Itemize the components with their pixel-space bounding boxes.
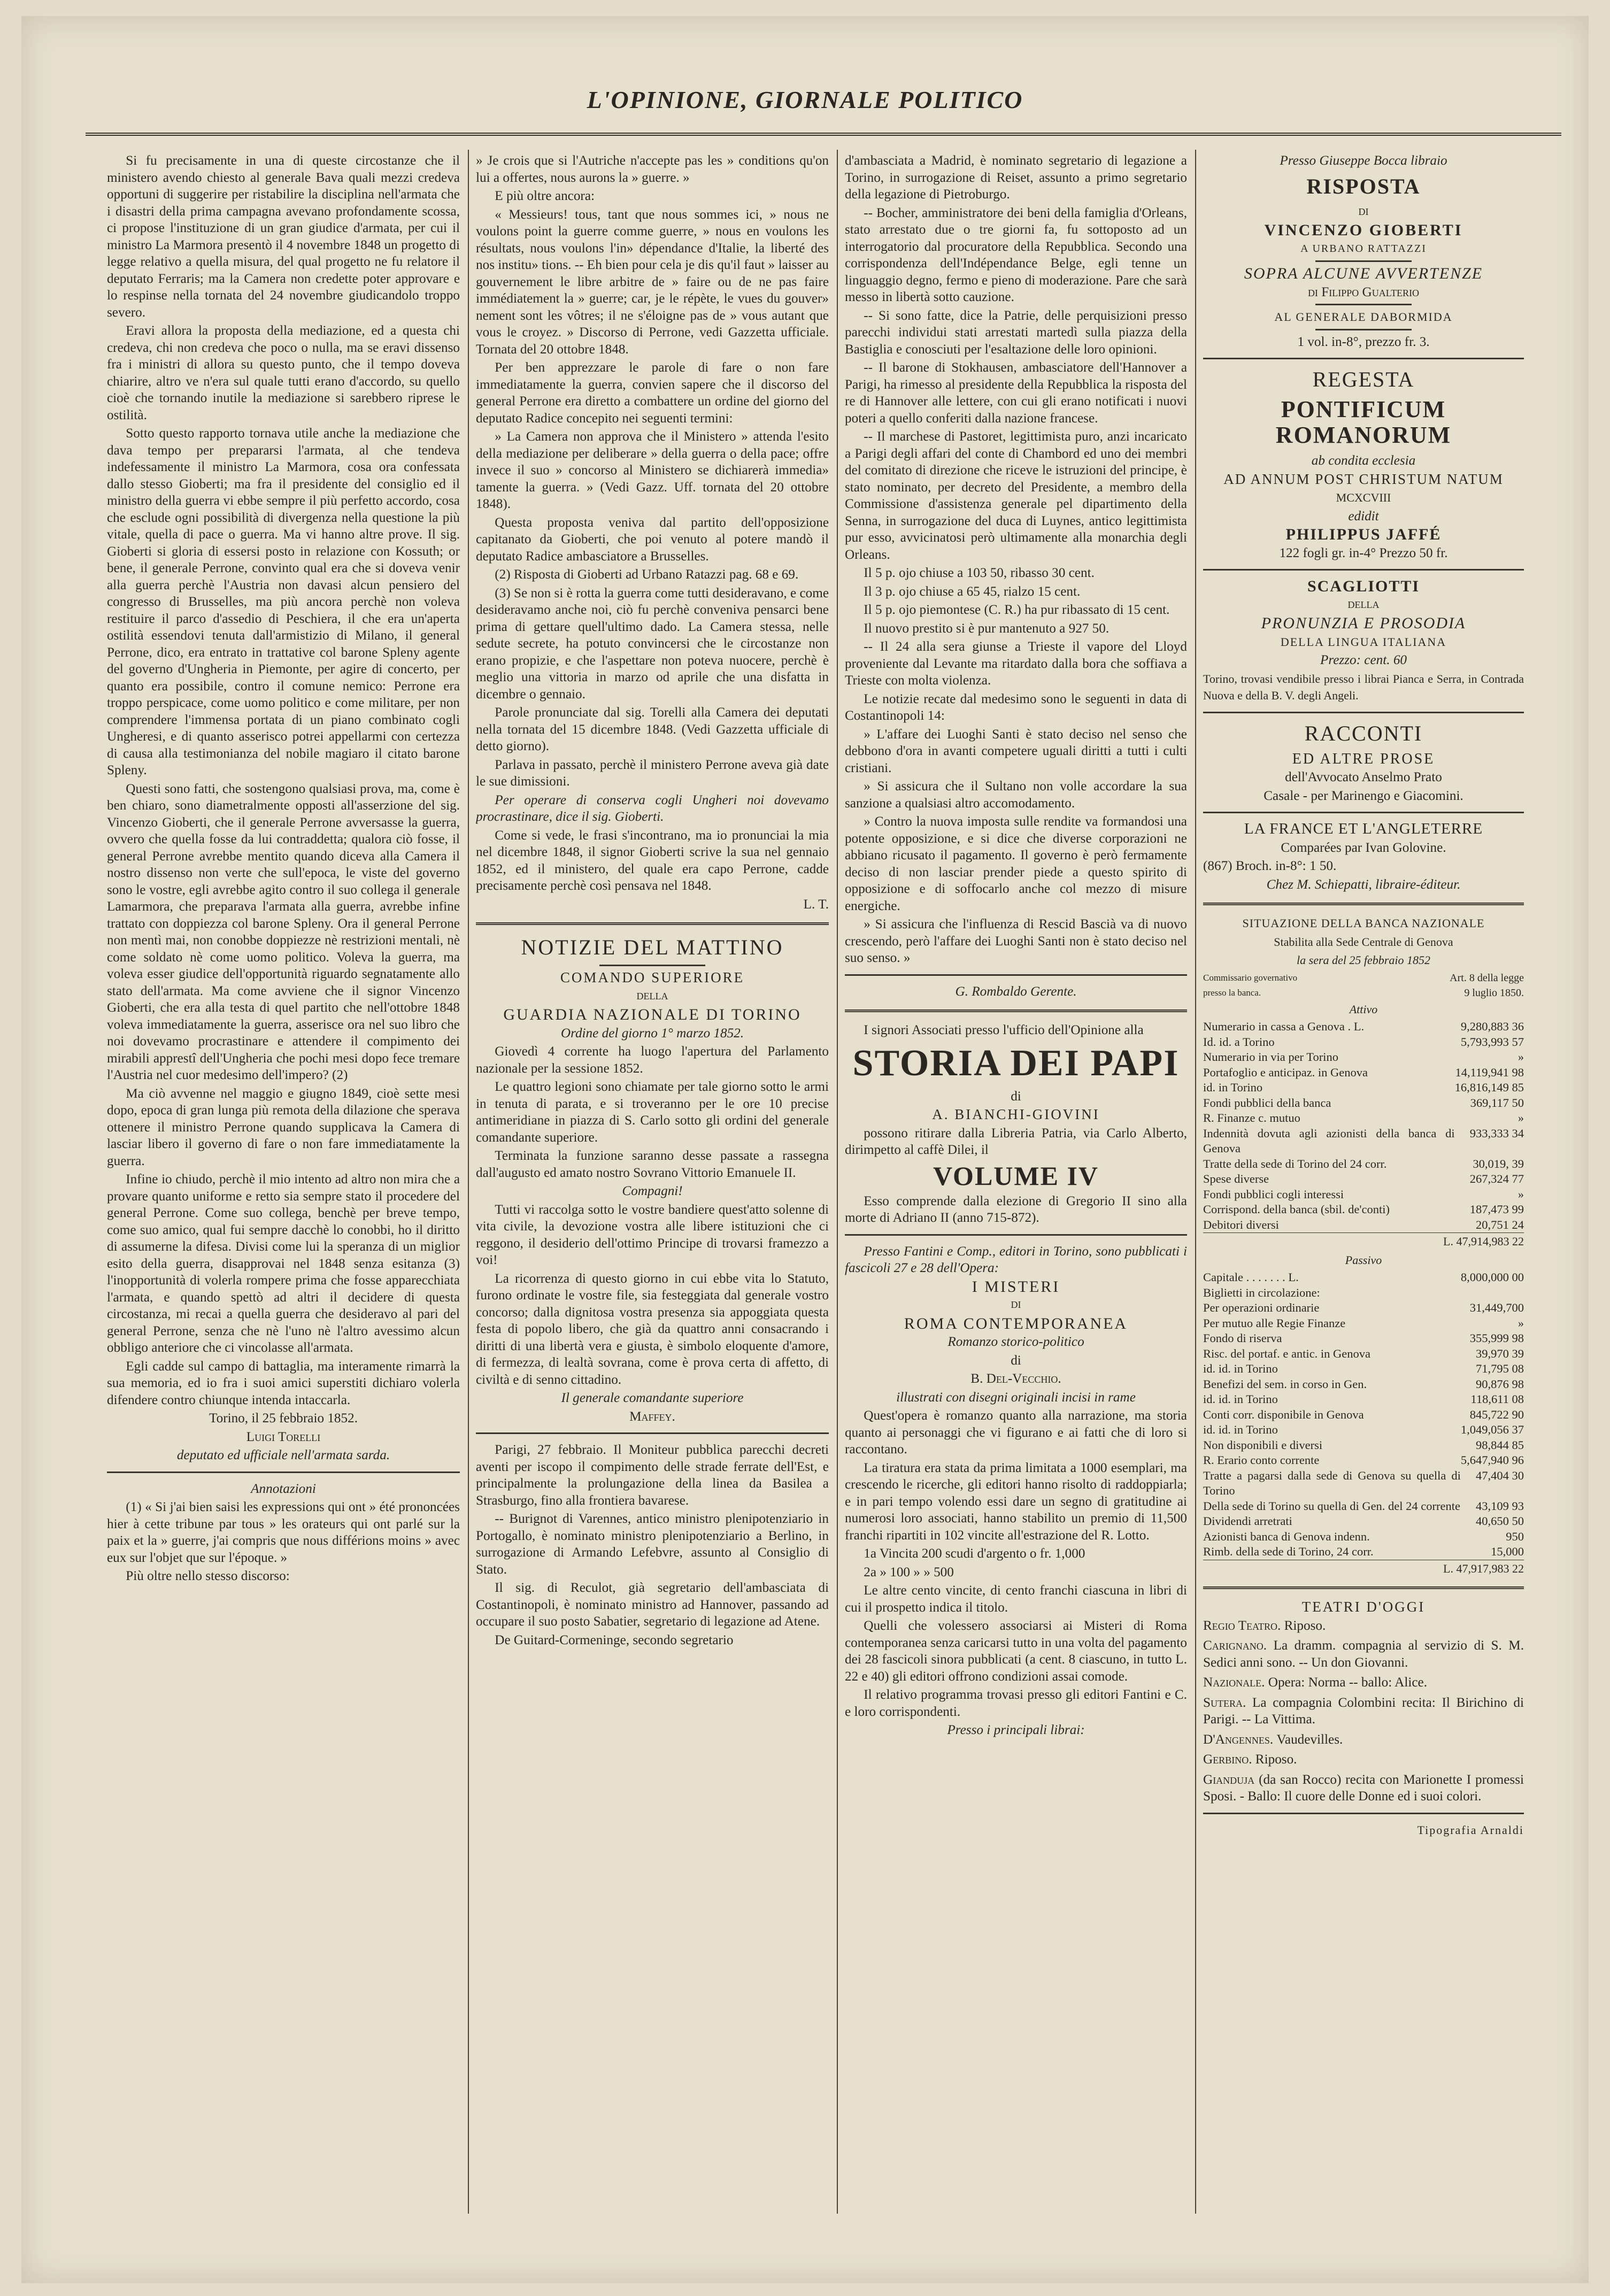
bank-row (1203, 1331, 1524, 1346)
bank-row-value: 16,816,149 85 (1454, 1081, 1524, 1094)
ad-text: Presso i principali librai: (947, 1723, 1085, 1737)
ad-title: SOPRA ALCUNE AVVERTENZE (1244, 265, 1483, 282)
bank-row-label: Numerario in via per Torino (1203, 1050, 1338, 1064)
paragraph: Come si vede, le frasi s'incontrano, ma io pronunciai la mia nel dicembre 1848, il signor Gioberti scrive la sua nel gennaio 1852, ed il ministero, del quale era capo Perrone, cadde precisamente perchè così pensava nel 1848. (476, 828, 829, 893)
divider (845, 1234, 1187, 1236)
ad-text: dell'Avvocato Anselmo Prato (1285, 770, 1442, 784)
bank-row-label: Indennità dovuta agli azionisti della banca di Genova (1203, 1126, 1455, 1155)
ad-volume: VOLUME IV (933, 1160, 1099, 1191)
bank-row (1203, 1019, 1524, 1035)
signature: Maffey. (629, 1409, 675, 1424)
bank-row-value: 9,280,883 36 (1460, 1020, 1524, 1033)
paragraph: Per operare di conserva cogli Ungheri noi dovevamo procrastinare, dice il sig. Gioberti. (476, 792, 829, 824)
ad-title: PONTIFICUM ROMANORUM (1275, 396, 1452, 448)
divider (599, 965, 705, 966)
paragraph: E più oltre ancora: (495, 189, 595, 203)
theatre-text: (da san Rocco) recita con Marionette I promessi Sposi. - Ballo: Il cuore delle Donne ed i suoi colori. (1203, 1772, 1524, 1804)
paragraph: De Guitard-Cormeninge, secondo segretario (495, 1632, 734, 1647)
heading: GUARDIA NAZIONALE DI TORINO (503, 1006, 802, 1023)
bank-row-value: 14,119,941 98 (1455, 1065, 1524, 1079)
ad-text: Prezzo: cent. 60 (1320, 653, 1407, 667)
ad-title: ROMA CONTEMPORANEA (904, 1314, 1128, 1332)
paragraph: La ricorrenza di questo giorno in cui ebbe vita lo Statuto, furono ordinate le vostre file, sia festeggiata dal generale vostro concorso; dalla dignitosa vostra presenza sia appoggiata questa festa di popolo libero, che già da quattro anni consacrando i diritti di una libertà vera e giusta, è simbolo eloquente d'amore, di fermezza, di lealtà sovrana, come è prova certa di affetto, di civiltà e di senno cittadino. (476, 1271, 829, 1387)
bank-row-value: 71,795 08 (1476, 1362, 1524, 1375)
bank-row-value: 5,647,940 96 (1460, 1453, 1524, 1467)
bank-section: Passivo (1345, 1253, 1382, 1267)
divider (1315, 304, 1412, 305)
bank-row-label: Portafoglio e anticipaz. in Genova (1203, 1065, 1368, 1079)
ad-text: Quelli che volessero associarsi ai Misteri di Roma contemporanea senza caricarsi tutto in una volta del pagamento dei 28 fascicoli sinora pubblicati (a cent. 8 ciascuno, in tutto L. 22 e 40) gli editori offrono condizioni assai comode. (845, 1619, 1187, 1684)
bank-row (1203, 1544, 1524, 1560)
ad-author: A. BIANCHI-GIOVINI (932, 1106, 1100, 1122)
signature: Luigi Torelli (246, 1429, 321, 1444)
bank-row (1203, 1080, 1524, 1096)
bank-row-label: R. Erario conto corrente (1203, 1453, 1320, 1467)
bank-row-value: 90,876 98 (1476, 1377, 1524, 1391)
paragraph: -- Il 24 alla sera giunse a Trieste il vapore del Lloyd proveniente dal Levante ma ritardato dalla bora che soffiava a Trieste con molta violenza. (845, 640, 1187, 688)
column-divider (1195, 150, 1196, 2214)
bank-row-value: 30,019, 39 (1473, 1157, 1524, 1170)
ad-text: MCXCVIII (1336, 491, 1391, 504)
bank-row (1203, 1270, 1524, 1285)
bank-row (1203, 1529, 1524, 1545)
bank-row (1203, 1285, 1524, 1301)
column-divider (837, 150, 838, 2214)
ad-text: Presso Giuseppe Bocca libraio (1280, 153, 1447, 168)
bank-row (1203, 1111, 1524, 1126)
paragraph: » Contro la nuova imposta sulle rendite va formandosi una potente opposizione, e si dice che diverse corporazioni ne abbiano ricusato il pagamento. Il governo è però fermamente deciso di non lasciar prender piede a questo spirito di opposizione e di soffocarlo anche col mezzo di misure energiche. (845, 814, 1187, 913)
theatre-text: Riposo. (1284, 1618, 1326, 1633)
bank-row-value: 267,324 77 (1469, 1172, 1524, 1185)
ad-title: PRONUNZIA E PROSODIA (1261, 614, 1466, 632)
theatre-entry (1203, 1617, 1524, 1635)
footnote: (1) « Si j'ai bien saisi les expressions qui ont » été prononcées hier à cette tribune par tous » les orateurs qui ont parlé sur la paix et la » guerre, j'ai compris que nous différions moins » avec eux sur l'objet que sur l'époque. » (107, 1500, 460, 1565)
bank-row-value: 950 (1506, 1529, 1524, 1543)
bank-row (1203, 1300, 1524, 1316)
bank-row-label: Id. id. a Torino (1203, 1035, 1275, 1049)
paragraph: » Si assicura che il Sultano non volle accordare la sua sanzione a qualsiasi altro accomodamento. (845, 779, 1187, 811)
paragraph: Questa proposta veniva dal partito dell'opposizione capitanato da Gioberti, che poi venuto al potere mandò il deputato Radice ambasciatore a Brusselles. (476, 515, 829, 564)
bank-row-value: 1,049,056 37 (1460, 1423, 1524, 1436)
paragraph: -- Il marchese di Pastoret, legittimista puro, anzi incaricato a Parigi degli affari del conte di Chambord ed uno dei membri del comitato di direzione che riceve le istruzioni del principe, è stato nominato, per decreto del Presidente, a membro della Commissione d'assistenza generale pel dipartimento della Senna, in surrogazione del duca di Luynes, antico legittimista pur esso, avvicinatosi però ultimamente alla monarchia degli Orleans. (845, 429, 1187, 562)
bank-row-label: Non disponibili e diversi (1203, 1438, 1323, 1452)
bank-row-label: id. id. in Torino (1203, 1362, 1278, 1375)
ad-text: A URBANO RATTAZZI (1300, 242, 1427, 255)
divider (476, 922, 829, 925)
bank-row (1203, 1438, 1524, 1453)
bank-row-label: Tratte a pagarsi dalla sede di Genova su quella di Torino (1203, 1468, 1461, 1497)
paragraph: » La Camera non approva che il Ministero » attenda l'esito della mediazione per deliberare » della guerra o della pace; offre invece il suo » concorso al Ministero se dichiarerà immedia» tamente la guerra. » (Vedi Gazz. Uff. tornata del 20 ottobre 1848). (476, 429, 829, 511)
theatre-text: La compagnia Colombini recita: Il Birichino di Parigi. -- La Vittima. (1203, 1695, 1524, 1727)
paragraph: Per ben apprezzare le parole di fare o non fare immediatamente la guerra, convien sapere che il discorso del general Perrone era diretto a combattere un ordine del giorno del deputato Radice concepito nei seguenti termini: (476, 360, 829, 426)
masthead-rule (86, 133, 1561, 136)
bank-row-label: id. id. in Torino (1203, 1423, 1278, 1436)
ad-text: Romanzo storico-politico (947, 1335, 1084, 1349)
divider (1203, 1586, 1524, 1589)
bank-row-value: 43,109 93 (1476, 1499, 1524, 1513)
bank-title: SITUAZIONE DELLA BANCA NAZIONALE (1242, 916, 1485, 930)
paragraph: Parlava in passato, perchè il ministero Perrone aveva già date le sue dimissioni. (476, 757, 829, 789)
theatre-name: Regio Teatro. (1203, 1618, 1284, 1633)
bank-row-value: 118,611 08 (1470, 1392, 1524, 1406)
bank-row (1203, 1065, 1524, 1081)
ad-text: Esso comprende dalla elezione di Gregorio II sino alla morte di Adriano II (anno 715-872). (845, 1193, 1187, 1225)
ad-text: Chez M. Schiepatti, libraire-éditeur. (1266, 877, 1461, 892)
ad-text: 1 vol. in-8°, prezzo fr. 3. (1297, 334, 1430, 349)
paragraph: Giovedì 4 corrente ha luogo l'apertura del Parlamento nazionale per la sessione 1852. (476, 1044, 829, 1076)
divider (1315, 329, 1412, 330)
gerente: G. Rombaldo Gerente. (955, 984, 1077, 999)
masthead: L'OPINIONE, GIORNALE POLITICO (587, 86, 1023, 113)
column-divider (468, 150, 469, 2214)
bank-row-value: 40,650 50 (1476, 1514, 1524, 1528)
ad-text: (867) Broch. in-8°: 1 50. (1203, 859, 1337, 873)
bank-row-value (1461, 1285, 1524, 1301)
ad-text: I signori Associati presso l'ufficio dell'Opinione alla (864, 1023, 1144, 1037)
bank-passivo-table (1203, 1270, 1524, 1560)
initials: L. T. (803, 897, 829, 912)
ad-text: 122 fogli gr. in-4° Prezzo 50 fr. (1279, 545, 1448, 560)
column-4 (1203, 152, 1524, 2248)
ad-text: AD ANNUM POST CHRISTUM NATUM (1223, 471, 1504, 487)
paragraph: » Je crois que si l'Autriche n'accepte pas les » conditions qu'on lui a offertes, nous aurons la » guerre. » (476, 153, 829, 185)
bank-row-label: Capitale . . . . . . . L. (1203, 1270, 1299, 1284)
bank-row-label: Benefizi del sem. in corso in Gen. (1203, 1377, 1367, 1391)
ad-author: PHILIPPUS JAFFÉ (1285, 526, 1442, 543)
bank-row-label: Risc. del portaf. e antic. in Genova (1203, 1346, 1371, 1360)
bank-row-label: Tratte della sede di Torino del 24 corr. (1203, 1157, 1387, 1170)
ad-text: DI (1011, 1299, 1021, 1310)
bank-row-label: Rimb. della sede di Torino, 24 corr. (1203, 1545, 1374, 1558)
bank-row-value: 15,000 (1491, 1545, 1524, 1558)
paragraph: Ma ciò avvenne nel maggio e giugno 1849, cioè sette mesi dopo, epoca di gran lunga più remota della dilazione che sperava ottenere il ministro Perrone quando supplicava la Camera di lasciar libero il governo di fare o non fare immediatamente la guerra. (107, 1086, 460, 1168)
bank-row-value: » (1517, 1187, 1524, 1201)
theatre-entry (1203, 1731, 1524, 1748)
divider (1203, 569, 1524, 571)
ad-text: Comparées par Ivan Golovine. (1281, 840, 1446, 855)
bank-label: Commissario governativo (1203, 972, 1298, 983)
bank-row-label: Azionisti banca di Genova indenn. (1203, 1529, 1370, 1543)
bank-row-value: 845,722 90 (1469, 1407, 1524, 1421)
paragraph: Questi sono fatti, che sostengono qualsiasi prova, ma, come è ben chiaro, sono diametralmente opposti all'asserzione del sig. Vincenzo Gioberti, che il generale Perrone avversasse la guerra, ovvero che quella fosse da lui contraddetta; qualora ciò fosse, il general Perrone avrebbe mentito quando diceva alla Camera il nostro dissenso non verte che sull'epoca, le viste del governo sono le vostre, egli avrebbe agito contro il suo collega il generale Lamarmora, che preparava l'armata alla guerra, avrebbe infine trattato con doppiezza col barone Spleny. Ora il general Perrone non mentì mai, non conobbe doppiezze nè restrizioni mentali, nè come soldato nè come uomo politico. Voleva la guerra, ma voleva esser giudice dell'opportunità riguardo segnatamente allo stato dell'armata. Ma come avviene che il signor Vincenzo Gioberti, che era alla testa di quel partito che nell'ottobre 1848 voleva immediatamente la guerra, asserisce ora nel suo libro che noi dovevamo procrastinare e attendere il compimento dei mirabili apprestî dell'Ungheria che pochi mesi dopo fece tremare l'Austria nel cuor medesimo dell'impero? (2) (107, 781, 460, 1082)
theatre-list (1203, 1617, 1524, 1805)
bank-date: la sera del 25 febbraio 1852 (1297, 953, 1430, 967)
paragraph: Infine io chiudo, perchè il mio intento ad altro non mira che a provare quanto uniforme e retto sia sempre stato il procedere del general Perrone. Come suo collega, benchè per breve tempo, come suo amico, qual fui sempre dacchè lo conobbi, ho il diritto di assumerne la difesa. Divisi come lui la speranza di un miglior esito della guerra, disapprovai nel 1848 senza esitanza (3) l'inopportunità di volerla rompere prima che fosse apparecchiata l'armata, e quando spettò ad altri il decidere di questa circostanza, mi recai a quella guerra che desideravo al pari del general Perrone, senza che nè l'uno nè l'altro avessimo alcun obbligo anteriore che ci vincolasse all'armata. (107, 1172, 460, 1355)
bank-row-value: » (1517, 1316, 1524, 1330)
theatre-text: La dramm. compagnia al servizio di S. M. Sedici anni sono. -- Un don Giovanni. (1203, 1638, 1524, 1670)
bank-row-label: Fondi pubblici della banca (1203, 1096, 1331, 1110)
ad-text: DI (1358, 206, 1369, 217)
bank-row-label: Spese diverse (1203, 1172, 1269, 1185)
ad-text: di Filippo Gualterio (1307, 284, 1420, 299)
bank-row (1203, 1499, 1524, 1514)
theatre-text: Riposo. (1255, 1752, 1297, 1767)
bank-row (1203, 1316, 1524, 1331)
ad-text: Torino, trovasi vendibile presso i librai Pianca e Serra, in Contrada Nuova e della B. V. degli Angeli. (1203, 672, 1524, 702)
bank-row-value: 20,751 24 (1476, 1218, 1524, 1231)
ad-title: RISPOSTA (1306, 174, 1421, 198)
bank-row-value: 39,970 39 (1476, 1346, 1524, 1360)
ad-author: VINCENZO GIOBERTI (1264, 221, 1463, 239)
paragraph: (2) Risposta di Gioberti ad Urbano Ratazzi pag. 68 e 69. (495, 567, 799, 582)
annotations-title: Annotazioni (251, 1481, 316, 1496)
ad-title: ED ALTRE PROSE (1292, 750, 1435, 767)
bank-label: Art. 8 della legge (1450, 972, 1524, 984)
theatre-name: Gerbino. (1203, 1752, 1255, 1767)
newspaper-page (21, 16, 1589, 2283)
bank-row-label: Per operazioni ordinarie (1203, 1301, 1320, 1314)
bank-row-value: 8,000,000 00 (1460, 1270, 1524, 1284)
paragraph: (3) Se non si è rotta la guerra come tutti desideravano, e come desideravamo anche noi, ciò fu perchè conveniva pensarci bene prima di gettare quell'ultimo dado. La Camera stessa, nelle sedute secrete, ha potuto convincersi che le circostanze non erano propizie, e che l'aspettare non poteva nuocere, perchè è meglio una vittoria in marzo od aprile che una disfatta in dicembre o gennaio. (476, 585, 829, 702)
bank-row-label: Fondo di riserva (1203, 1331, 1282, 1345)
bank-row (1203, 1514, 1524, 1529)
divider (845, 1010, 1187, 1012)
bank-row-label: Debitori diversi (1203, 1218, 1279, 1231)
ad-text: 2a » 100 » » 500 (864, 1565, 954, 1580)
bank-row-label: Fondi pubblici cogli interessi (1203, 1187, 1344, 1201)
paragraph: Parole pronunciate dal sig. Torelli alla Camera dei deputati nella tornata del 15 dicembre 1848. (Vedi Gazzetta ufficiale di detto giorno). (476, 705, 829, 753)
bank-subtitle: Stabilita alla Sede Centrale di Genova (1274, 935, 1453, 949)
divider (1203, 712, 1524, 713)
bank-row-value: 369,117 50 (1470, 1096, 1524, 1110)
paragraph: Le quattro legioni sono chiamate per tale giorno sotto le armi in tenuta di parata, e si troveranno per le ore 10 precise antimeridiane in piazza di S. Carlo sotto gli ordini del generale comandante superiore. (476, 1080, 829, 1145)
bank-row (1203, 1453, 1524, 1468)
theatre-name: Nazionale. (1203, 1675, 1268, 1690)
paragraph: d'ambasciata a Madrid, è nominato segretario di legazione a Torino, in surrogazione di Reiset, assunto a primo segretario della legazione di Pietroburgo. (845, 153, 1187, 202)
paragraph: Le notizie recate dal medesimo sono le seguenti in data di Costantinopoli 14: (845, 691, 1187, 723)
printer: Tipografia Arnaldi (1417, 1823, 1524, 1837)
bank-row (1203, 1361, 1524, 1377)
paragraph: Il 3 p. ojo chiuse a 65 45, rialzo 15 cent. (864, 584, 1081, 599)
divider (1203, 812, 1524, 813)
bank-row-label: Per mutuo alle Regie Finanze (1203, 1316, 1346, 1330)
theatre-name: D'Angennes. (1203, 1732, 1277, 1747)
ad-text: Le altre cento vincite, di cento franchi ciascuna in libri di cui il prospetto indica il titolo. (845, 1583, 1187, 1615)
bank-row (1203, 1202, 1524, 1218)
theatre-name: Gianduja (1203, 1772, 1259, 1787)
bank-row-label: id. in Torino (1203, 1081, 1263, 1094)
bank-row (1203, 1346, 1524, 1362)
bank-row-value: 933,333 34 (1469, 1126, 1524, 1140)
ad-text: di (1011, 1353, 1021, 1368)
bank-row-label: Corrispond. della banca (sbil. de'conti) (1203, 1203, 1390, 1216)
order-date: Ordine del giorno 1° marzo 1852. (560, 1026, 744, 1041)
bank-section: Attivo (1349, 1002, 1378, 1016)
bank-row-value: 355,999 98 (1469, 1331, 1524, 1345)
bank-attivo-table (1203, 1019, 1524, 1232)
divider (476, 1432, 829, 1434)
bank-row-label: Conti corr. disponibile in Genova (1203, 1407, 1364, 1421)
ad-text: Il relativo programma trovasi presso gli editori Fantini e C. e loro corrispondenti. (845, 1688, 1187, 1719)
paragraph: -- Il barone di Stokhausen, ambasciatore dell'Hannover a Parigi, ha rimesso al presidente della Repubblica la risposta del re di Hannover alle lettere, con cui gli erano notificati i nuovi poteri a quello conferiti dalla nazione francese. (845, 360, 1187, 426)
column-1 (107, 152, 460, 2248)
bank-row (1203, 1172, 1524, 1187)
ad-text: edidit (1348, 508, 1379, 523)
theatre-entry (1203, 1751, 1524, 1768)
paragraph: Tutti vi raccolga sotto le vostre bandiere quest'atto solenne di vita civile, la devozione vostra alle libere istituzioni che ci reggono, il desiderio dell'ottimo Principe di trovarsi framezzo a voi! (476, 1202, 829, 1267)
bank-row-value: 5,793,993 57 (1460, 1035, 1524, 1049)
bank-row (1203, 1407, 1524, 1423)
bank-row (1203, 1218, 1524, 1233)
bank-total: L. 47,917,983 22 (1203, 1560, 1524, 1577)
bank-row (1203, 1157, 1524, 1172)
article-date: Torino, il 25 febbraio 1852. (209, 1411, 358, 1426)
divider (845, 974, 1187, 976)
section-title: NOTIZIE DEL MATTINO (521, 935, 784, 959)
bank-row-value: 47,404 30 (1476, 1468, 1524, 1482)
bank-label: 9 luglio 1850. (1464, 987, 1524, 999)
footnote: Più oltre nello stesso discorso: (126, 1569, 290, 1583)
paragraph: » L'affare dei Luoghi Santi è stato deciso nel senso che debbono d'ora in avanti competere uguali diritti a tutti i culti cristiani. (845, 727, 1187, 775)
bank-row-label: Biglietti in circolazione: (1203, 1285, 1320, 1299)
ad-title: REGESTA (1312, 367, 1415, 391)
divider (1315, 260, 1412, 262)
divider (107, 1471, 460, 1473)
theatre-text: Vaudevilles. (1276, 1732, 1343, 1747)
ad-title: STORIA DEI PAPI (852, 1042, 1180, 1084)
paragraph: Parigi, 27 febbraio. Il Moniteur pubblica parecchi decreti aventi per iscopo il compimento delle strade ferrate dell'Est, e principalmente la prolungazione della linea da Basilea a Strasburgo, fino alla frontiera bavarese. (476, 1443, 829, 1508)
divider (1203, 1813, 1524, 1814)
paragraph: Sotto questo rapporto tornava utile anche la mediazione che dava tempo per prepararsi l'armata, al che tendeva indefessamente il ministro La Marmora, cosa ora confessata dallo stesso Gioberti; ma fra il presidente del consiglio ed il ministro della guerra vi ebbe sempre il più perfetto accordo, cosa che esclude ogni possibilità di divergenza nella questione la più vitale, quella di pace o guerra. Ma vi hanno altre prove. Il sig. Gioberti si gloria di essersi posto in relazione con Kossuth; or bene, il generale Perrone, convinto qual era che si doveva venir alla guerra perchè l'Austria non davasi alcun pensiero del congresso di Brusselles, ma più ancora perchè non voleva restituire il parco d'assedio di Peschiera, il che era un'aperta ostilità essendovi tenuta dall'armistizio di Milano, il general Perrone, dico, era entrato in trattative col barone Spleny agente del governo d'Ungheria in Piemonte, per agire di concerto, per quanto era possibile, contro il comune nemico: Perrone era troppo perspicace, come uomo politico e come militare, per non comprendere l'immensa portata di un piano combinato cogli Ungheresi, e di quanto asserisco potrei appellarmi con certezza di causa alla testimonianza del nobile magiaro il citato barone Spleny. (107, 426, 460, 777)
theatre-entry (1203, 1694, 1524, 1728)
theatre-name: Carignano. (1203, 1638, 1274, 1653)
bank-row-value: 98,844 85 (1476, 1438, 1524, 1452)
column-3 (845, 152, 1187, 2248)
signature-title: Il generale comandante superiore (561, 1391, 744, 1405)
ad-title: RACCONTI (1304, 721, 1423, 745)
ad-text: La tiratura era stata da prima limitata a 1000 esemplari, ma crescendo le ricerche, gli editori hanno risolto di raddoppiarla; e in pari tempo volendo essi dare un segno di gratitudine ai numerosi loro associati, hanno stabilito un premio di 11,500 franchi ripartiti in 102 vincite all'estrazione del R. Lotto. (845, 1460, 1187, 1543)
bank-row-value: 31,449,700 (1469, 1301, 1524, 1314)
ad-text: illustrati con disegni originali incisi in rame (896, 1390, 1136, 1405)
paragraph: Terminata la funzione saranno desse passate a rassegna dall'augusto ed amato nostro Sovrano Vittorio Emanuele II. (476, 1149, 829, 1180)
ad-text: DELLA LINGUA ITALIANA (1280, 635, 1447, 649)
paragraph: -- Burignot di Varennes, antico ministro plenipotenziario in Portogallo, è nominato ministro plenipotenziario a Berlino, in surrogazione di Armando Lefebvre, assunto al Consiglio di Stato. (476, 1512, 829, 1577)
divider (1203, 358, 1524, 359)
paragraph: Il 5 p. ojo piemontese (C. R.) ha pur ribassato di 15 cent. (864, 603, 1170, 617)
bank-row-label: id. id. in Torino (1203, 1392, 1278, 1406)
bank-row (1203, 1422, 1524, 1438)
heading: COMANDO SUPERIORE (560, 969, 745, 985)
bank-row (1203, 1035, 1524, 1050)
heading: DELLA (636, 990, 668, 1001)
paragraph: Compagni! (622, 1184, 683, 1198)
bank-label: presso la banca. (1203, 988, 1261, 998)
theatre-name: Sutera. (1203, 1695, 1252, 1710)
theatre-text: Opera: Norma -- ballo: Alice. (1268, 1675, 1428, 1690)
bank-row (1203, 1468, 1524, 1499)
theatre-title: TEATRI D'OGGI (1301, 1599, 1426, 1615)
paragraph: Si fu precisamente in una di queste circostanze che il ministero avendo chiesto al generale Bava quali mezzi credeva opportuni di suggerire per ristabilire la disciplina nell'armata che i disastri della prima campagna avevano profondamente scossa, ci propose l'instituzione di un gran giudice d'armata, per cui il ministro La Marmora presentò il 4 novembre 1848 un progetto di legge relativo a quella misura, del qual progetto ne fu relatore il deputato Ferraris; ma la Camera non credette poter approvare e lo respinse nella tornata del 24 novembre giudicandolo troppo severo. (107, 153, 460, 320)
paragraph: -- Bocher, amministratore dei beni della famiglia d'Orleans, stato arrestato due o tre giorni fa, fu sottoposto ad un interrogatorio dal procuratore della Repubblica. Secondo una corrispondenza dell'Indépendance Belge, egli tenne un linguaggio degno, fermo e pieno di moderazione. Pare che sarà messo in libertà sotto cauzione. (845, 205, 1187, 304)
bank-row-label: Numerario in cassa a Genova . L. (1203, 1020, 1365, 1033)
ad-author: B. Del-Vecchio. (970, 1372, 1061, 1386)
paragraph: Il nuovo prestito si è pur mantenuto a 927 50. (864, 621, 1110, 636)
ad-text: possono ritirare dalla Libreria Patria, via Carlo Alberto, dirimpetto al caffè Dilei, il (845, 1126, 1187, 1157)
bank-row-label: Dividendi arretrati (1203, 1514, 1292, 1528)
ad-author: SCAGLIOTTI (1307, 577, 1420, 595)
ad-text: Quest'opera è romanzo quanto alla narrazione, ma storia quanto ai personaggi che vi figurano e ai fatti che di loro si raccontano. (845, 1408, 1187, 1457)
bank-row (1203, 1392, 1524, 1407)
bank-row (1203, 1050, 1524, 1065)
paragraph: Il sig. di Reculot, già segretario dell'ambasciata di Costantinopoli, è nominato ministro ad Hannover, passando ad occupare il suo posto Sabatier, segretario di legazione ad Atene. (476, 1581, 829, 1629)
ad-text: DELLA (1347, 599, 1380, 610)
bank-row-value: » (1517, 1111, 1524, 1124)
bank-row-value: 187,473 99 (1469, 1203, 1524, 1216)
paragraph: Egli cadde sul campo di battaglia, ma interamente rimarrà la sua memoria, ed io fra i suoi amici superstiti dichiaro volerla difendere contro chiunque intenda intaccarla. (107, 1359, 460, 1407)
bank-total: L. 47,914,983 22 (1203, 1232, 1524, 1250)
divider (1203, 903, 1524, 905)
ad-text: AL GENERALE DABORMIDA (1274, 310, 1453, 323)
bank-row (1203, 1126, 1524, 1157)
bank-row (1203, 1096, 1524, 1111)
ad-text: Presso Fantini e Comp., editori in Torino, sono pubblicati i fascicoli 27 e 28 dell'Opera: (845, 1244, 1187, 1275)
signature-title: deputato ed ufficiale nell'armata sarda. (176, 1448, 390, 1462)
ad-text: ab condita ecclesia (1311, 453, 1416, 468)
ad-title: LA FRANCE ET L'ANGLETERRE (1244, 820, 1483, 837)
bank-row-label: Della sede di Torino su quella di Gen. del 24 corrente (1203, 1499, 1460, 1513)
paragraph: « Messieurs! tous, tant que nous sommes ici, » nous ne voulons point la guerre comme guerre, » nous en voulons les résultats, nous voulons l'in» dépendance d'Italie, la liberté des nos institu» tions. -- Eh bien pour cela je dis qu'il faut » laisser au gouvernement le libre arbitre de » faire ou de ne pas faire immédiatement la » guerre; car, je le répète, le vues du gouver» nement sont les vôtres; il ne s'éloigne pas de » vous autant que vous le croyez. » Discorso di Perrone, vedi Gazzetta ufficiale. Tornata del 20 ottobre 1848. (476, 207, 829, 357)
ad-text: di (1011, 1089, 1021, 1104)
theatre-entry (1203, 1637, 1524, 1671)
paragraph: » Si assicura che l'influenza di Rescid Bascià va di nuovo crescendo, però l'affare dei Luoghi Santi non è stato deciso nel suo senso. » (845, 917, 1187, 965)
bank-header-table (1203, 970, 1524, 1001)
theatre-entry (1203, 1674, 1524, 1691)
bank-row (1203, 1187, 1524, 1203)
column-2 (476, 152, 829, 2248)
ad-text: 1a Vincita 200 scudi d'argento o fr. 1,000 (864, 1546, 1085, 1561)
paragraph: Il 5 p. ojo chiuse a 103 50, ribasso 30 cent. (864, 566, 1095, 580)
theatre-entry (1203, 1771, 1524, 1805)
ad-title: I MISTERI (972, 1277, 1060, 1296)
bank-row-label: R. Finanze c. mutuo (1203, 1111, 1300, 1124)
paragraph: -- Si sono fatte, dice la Patrie, delle perquisizioni presso parecchi individui stati arrestati martedì sulla piazza della Bastiglia e conosciuti per l'esaltazione delle loro opinioni. (845, 308, 1187, 357)
ad-text: Casale - per Marinengo e Giacomini. (1264, 788, 1463, 803)
bank-row-value: » (1517, 1050, 1524, 1064)
paragraph: Eravi allora la proposta della mediazione, ed a questa chi credeva, chi non credeva che poco o nulla, ma se eravi dissenso fra i ministri di allora su questo punto, che il tempo doveva chiarire, altro ve n'era sul quale tutti erano d'accordo, su quello cioè che tornando inutile la mediazione si sarebbero riprese le ostilità. (107, 323, 460, 422)
bank-row (1203, 1377, 1524, 1392)
